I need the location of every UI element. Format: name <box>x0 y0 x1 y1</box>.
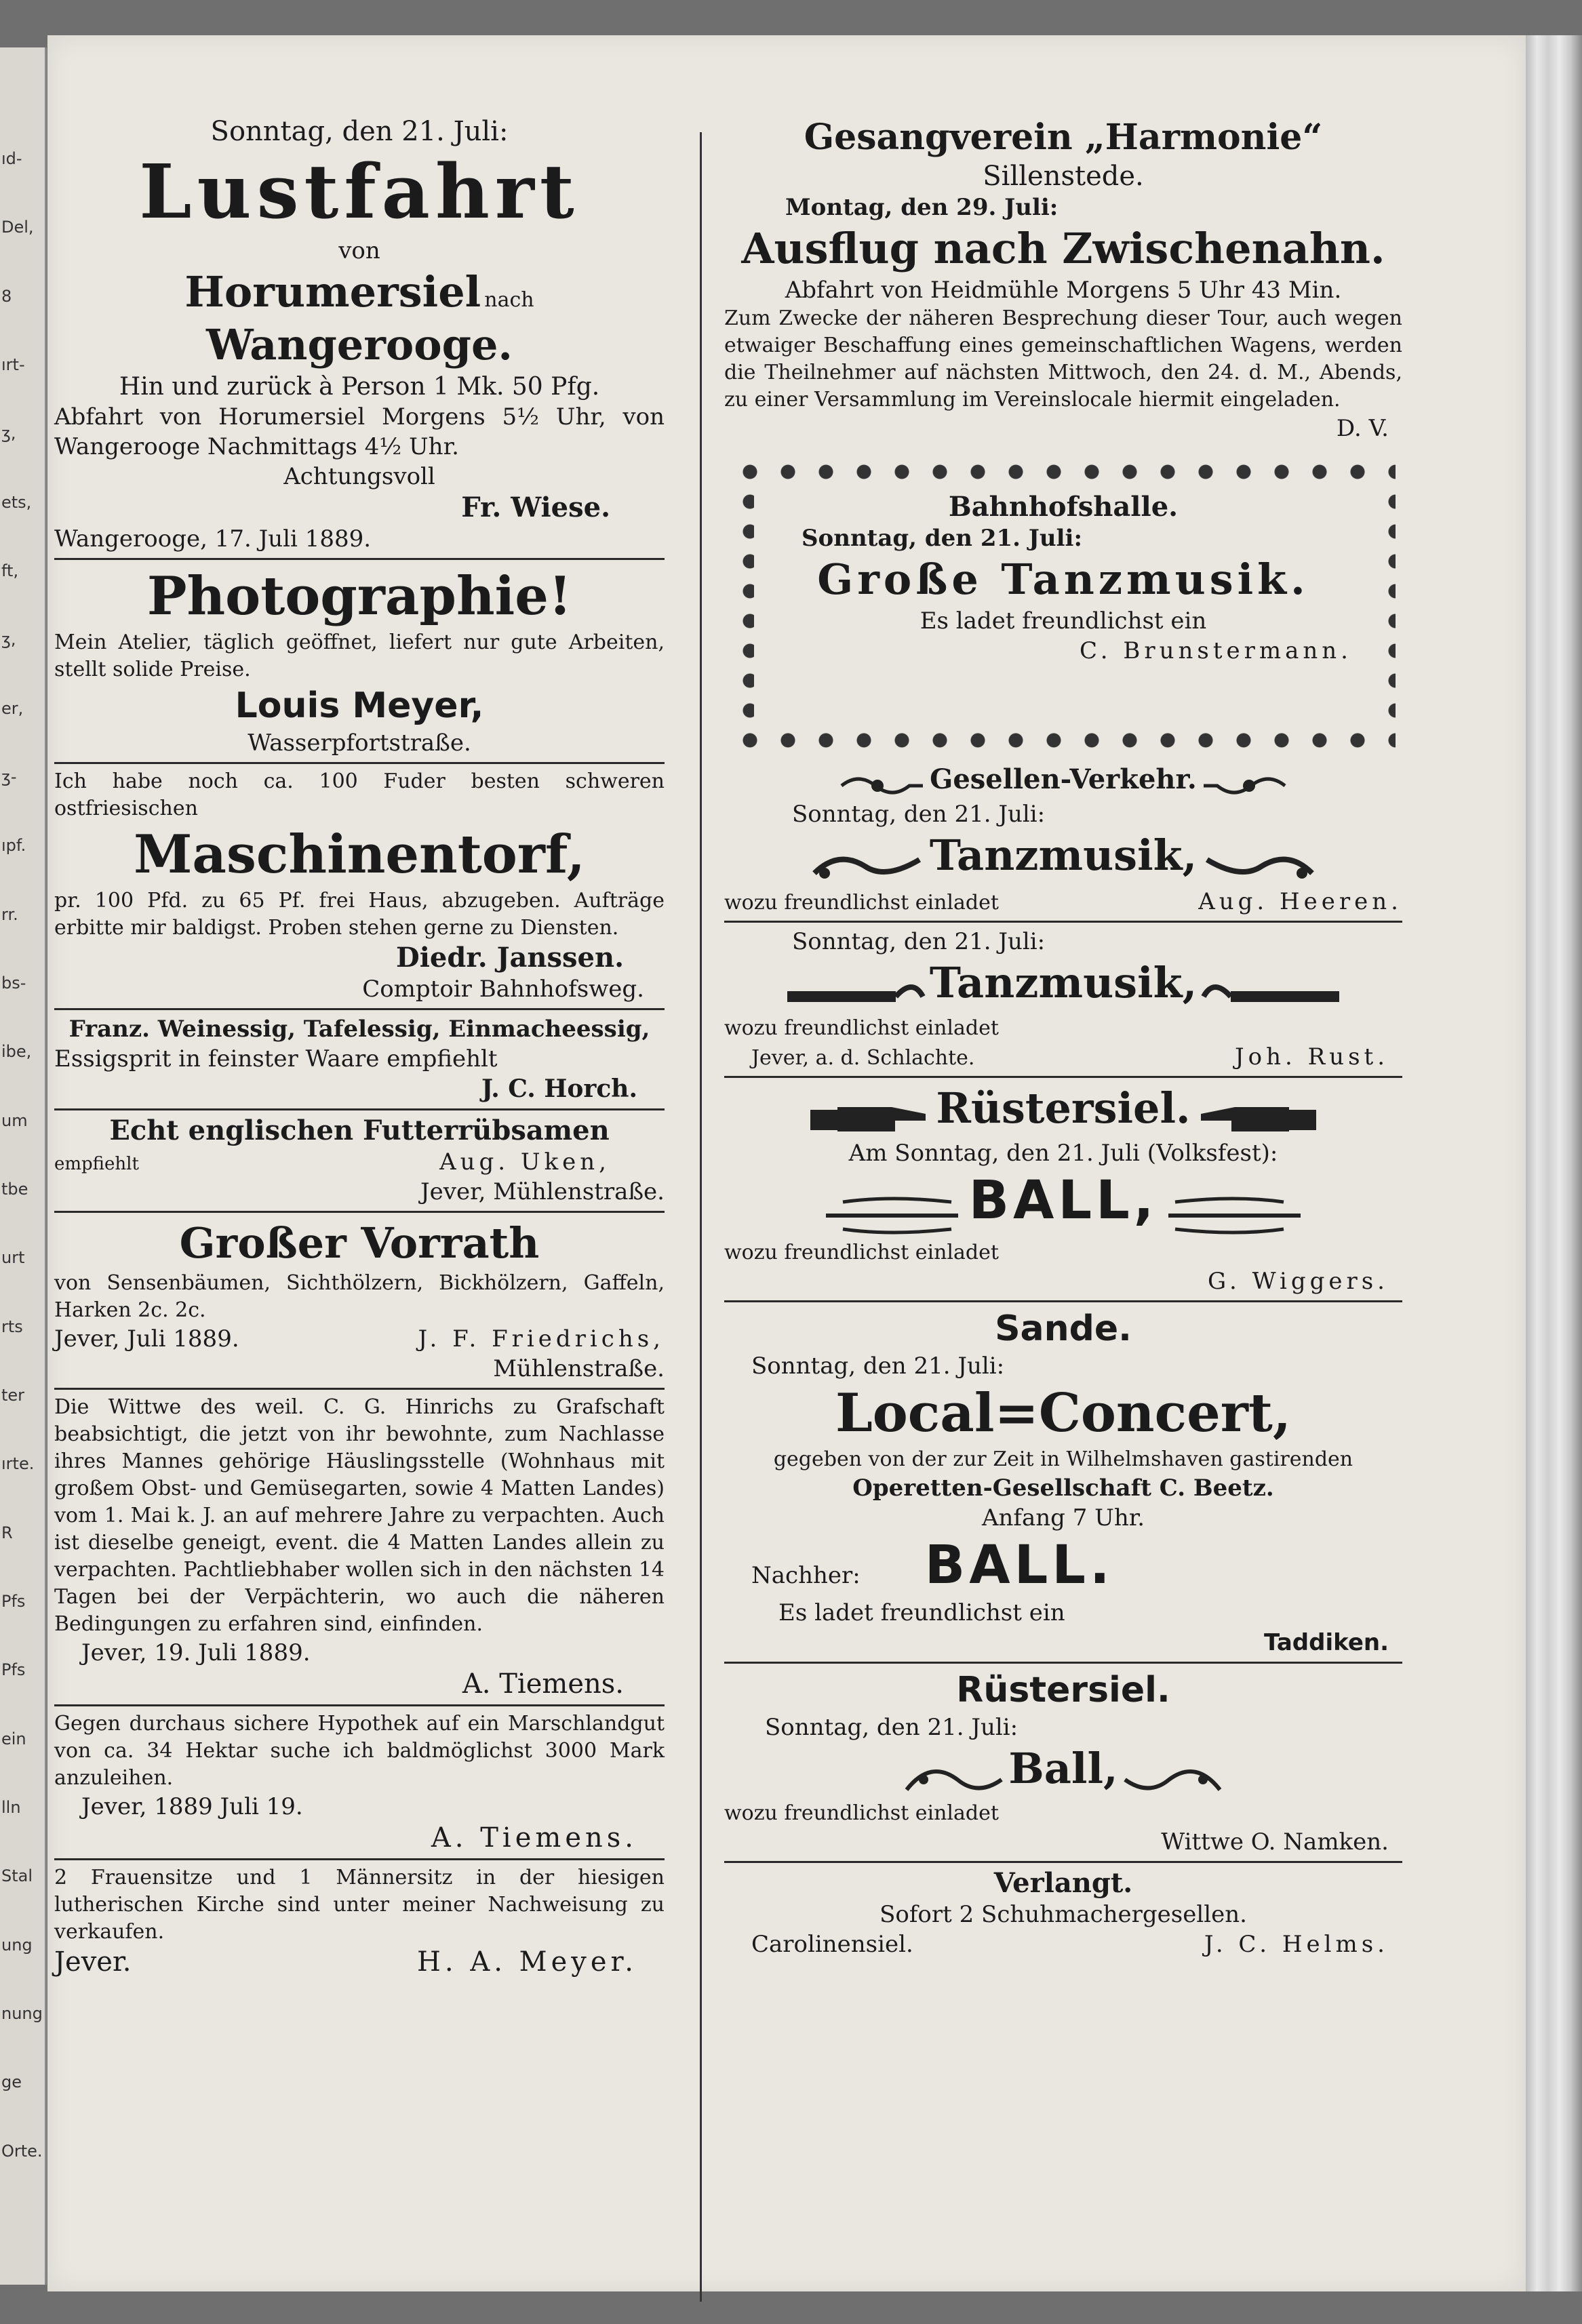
ad-street: Wasserpfortstraße. <box>248 729 471 757</box>
ad-hypothek <box>54 1710 665 1854</box>
margin-fragment: 8 <box>1 287 12 306</box>
ad-text: Zum Zwecke der näheren Besprechung dieser Tour, auch wegen etwaiger Beschaffung eines gemeinschaftlichen Wagens, werden die Theilnehmer auf nächsten Mittwoch, den 24. d. M., Abends, zu einer Versammlung im Vereinslocale hiermit eingeladen. <box>724 306 1402 412</box>
margin-fragment: ung <box>1 1936 33 1955</box>
ad-invite: wozu freundlichst einladet <box>724 1801 999 1825</box>
margin-fragment: Orte. <box>1 2142 43 2161</box>
flourish-left <box>784 974 926 1015</box>
ad-text: Gegen durchaus sichere Hypothek auf ein Marschlandgut von ca. 34 Hektar suche ich baldmöglichst 3000 Mark anzuleihen. <box>54 1712 665 1790</box>
margin-fragment: ter <box>1 1386 25 1405</box>
ad-row <box>54 1946 665 1978</box>
margin-fragment: um <box>1 1111 28 1130</box>
ad-sande-concert <box>724 1306 1402 1658</box>
ad-title: Echt englischen Futterrübsamen <box>109 1115 610 1146</box>
ad-line: Franz. Weinessig, Tafelessig, Einmacheessig, <box>68 1016 650 1043</box>
margin-fragment: rr. <box>1 905 18 924</box>
ad-date: Montag, den 29. Juli: <box>785 194 1059 221</box>
ad-ruestersiel-ball <box>724 1082 1402 1296</box>
margin-fragment: ʒ, <box>1 630 16 649</box>
ad-signer: J. C. Horch. <box>481 1075 637 1103</box>
separator-rule <box>54 1211 665 1213</box>
ad-headline-row <box>724 1742 1402 1801</box>
flourish-left <box>903 1759 1005 1800</box>
ad-headline: Tanzmusik, <box>929 958 1198 1007</box>
ad-name: Diedr. Janssen. <box>396 942 624 974</box>
ad-text: von Sensenbäumen, Sichthölzern, Bickhölzern, Gaffeln, Harken 2c. 2c. <box>54 1271 665 1322</box>
ad-date: Sonntag, den 21. Juli: <box>792 928 1046 955</box>
flourish-right <box>1162 1192 1304 1239</box>
ad-row <box>724 1042 1402 1072</box>
route-to: Wangerooge. <box>205 320 513 369</box>
ad-title: Photographie! <box>146 565 572 627</box>
ad-headline-row <box>724 829 1402 887</box>
margin-fragment: bs- <box>1 974 26 993</box>
left-column <box>54 115 665 1978</box>
ad-invite: Es ladet freundlichst ein <box>778 1599 1065 1626</box>
ad-headline-row <box>724 957 1402 1015</box>
ad-verlangt <box>724 1867 1402 1959</box>
ad-headline: Große Tanzmusik. <box>817 555 1309 604</box>
ad-title-row <box>724 763 1402 799</box>
ad-title: Gesellen-Verkehr. <box>930 763 1197 795</box>
ad-date: Jever, 19. Juli 1889. <box>81 1639 311 1666</box>
margin-fragment: ʒ, <box>1 424 16 443</box>
margin-fragment: Pfs <box>1 1592 26 1611</box>
ad-text: Ich habe noch ca. 100 Fuder besten schweren ostfriesischen <box>54 769 665 820</box>
right-column <box>724 115 1402 1959</box>
separator-rule <box>724 1300 1402 1302</box>
margin-fragment: ibe, <box>1 1042 32 1061</box>
route-nach: nach <box>484 288 534 312</box>
margin-fragment: er, <box>1 699 24 718</box>
margin-fragment: lln <box>1 1798 21 1817</box>
ad-gesellen-verkehr <box>724 763 1402 917</box>
ad-date: Jever, Juli 1889. <box>54 1325 239 1353</box>
ad-price: Hin und zurück à Person 1 Mk. 50 Pfg. <box>119 373 600 401</box>
margin-fragment: ıpf. <box>1 836 26 855</box>
ad-text: pr. 100 Pfd. zu 65 Pf. frei Haus, abzugeben. Aufträge erbitte mir baldigst. Proben stehen gerne zu Diensten. <box>54 889 665 940</box>
separator-rule <box>724 1861 1402 1863</box>
ad-signer: Fr. Wiese. <box>461 492 610 523</box>
ad-place: Sillenstede. <box>983 161 1144 192</box>
ad-route <box>54 266 665 372</box>
ad-signer: A. Tiemens. <box>462 1668 624 1700</box>
flourish-left <box>811 846 926 887</box>
ad-signer: Joh. Rust. <box>1234 1043 1389 1070</box>
flourish-right <box>1122 1759 1223 1800</box>
ad-signer: H. A. Meyer. <box>417 1946 637 1978</box>
margin-fragment: Stal <box>1 1866 33 1885</box>
margin-fragment: ft, <box>1 561 19 580</box>
margin-fragment: ets, <box>1 493 32 512</box>
margin-fragment: ıd- <box>1 149 22 168</box>
ad-title: Bahnhofshalle. <box>948 491 1179 523</box>
ad-text: Mein Atelier, täglich geöffnet, liefert nur gute Arbeiten, stellt solide Preise. <box>54 630 665 681</box>
ad-title-row <box>724 1082 1402 1139</box>
separator-rule <box>54 1388 665 1390</box>
ad-text: Sofort 2 Schuhmachergesellen. <box>879 1901 1247 1928</box>
margin-fragment: Del, <box>1 218 34 237</box>
ad-title: Verlangt. <box>993 1867 1133 1899</box>
ad-text: Die Wittwe des weil. C. G. Hinrichs zu Grafschaft beabsichtigt, die jetzt von ihr bewohnte, zum Nachlasse ihres Mannes gehörige Häuslingsstelle (Wohnhaus mit großem Obst- und Gemüsegarten, sowie 4 Matten Landes) vom 1. Mai k. J. an auf mehrere Jahre zu verpachten. Auch ist dieselbe geneigt, event. die 4 Matten Landes allein zu verpachten. Pachtliebhaber wollen sich in den nächsten 14 Tagen bei der Verpächterin, wo auch die näheren Bedingungen zu erfahren sind, einfinden. <box>54 1395 665 1636</box>
ad-title: Lustfahrt <box>139 148 580 235</box>
ad-empf: empfiehlt <box>54 1154 139 1174</box>
ad-signer: Taddiken. <box>1264 1628 1389 1656</box>
separator-rule <box>54 1704 665 1706</box>
ad-date: Sonntag, den 21. Juli: <box>802 525 1082 552</box>
ad-place: Jever, Mühlenstraße. <box>420 1178 665 1205</box>
ad-invite: wozu freundlichst einladet <box>724 891 999 915</box>
ad-title: Rüstersiel. <box>936 1083 1191 1133</box>
ad-place-date: Wangerooge, 17. Juli 1889. <box>54 525 372 553</box>
ad-after: BALL. <box>924 1534 1114 1596</box>
ad-headline: Local=Concert, <box>835 1382 1292 1444</box>
margin-fragment: tbe <box>1 1180 28 1199</box>
ad-invite: wozu freundlichst einladet <box>724 1016 999 1040</box>
ad-company: Operetten-Gesellschaft C. Beetz. <box>852 1474 1274 1502</box>
ad-signer: J. C. Helms. <box>1204 1931 1389 1958</box>
ad-text: 2 Frauensitze und 1 Männersitz in der hiesigen lutherischen Kirche sind unter meiner Nachweisung zu verkaufen. <box>54 1866 665 1944</box>
ad-tanzmusik-rust <box>724 927 1402 1072</box>
ad-maschinentorf <box>54 768 665 1004</box>
ad-signer: C. Brunstermann. <box>1079 637 1352 664</box>
ad-signer: A. Tiemens. <box>431 1822 637 1854</box>
separator-rule <box>54 1108 665 1110</box>
ornamental-frame <box>731 457 1396 755</box>
ad-start: Anfang 7 Uhr. <box>981 1504 1145 1531</box>
ad-closing: Achtungsvoll <box>283 463 435 490</box>
margin-fragment: ein <box>1 1729 26 1748</box>
flourish-right <box>1200 846 1316 887</box>
margin-fragment: urt <box>1 1248 25 1267</box>
margin-fragment: rts <box>1 1317 23 1336</box>
ad-date: Jever, 1889 Juli 19. <box>81 1793 303 1820</box>
ad-line: Essigsprit in feinster Waare empfiehlt <box>54 1045 498 1073</box>
ad-name: Aug. Uken, <box>439 1148 610 1176</box>
ornament-left <box>838 772 926 799</box>
separator-rule <box>724 921 1402 923</box>
ad-row <box>54 1147 665 1177</box>
ad-after-label: Nachher: <box>751 1561 861 1589</box>
ad-date: Am Sonntag, den 21. Juli (Volksfest): <box>848 1140 1278 1167</box>
ad-after-row <box>724 1533 1402 1598</box>
ad-futterruebsamen <box>54 1115 665 1207</box>
ad-headline: BALL, <box>968 1170 1158 1231</box>
page-edge-stack <box>1526 35 1582 2291</box>
ad-harmonie <box>724 115 1402 443</box>
ad-signer: Wittwe O. Namken. <box>1161 1828 1389 1856</box>
ad-photographie <box>54 564 665 758</box>
bahnhofshalle-ad <box>754 480 1372 732</box>
margin-fragment: ʒ- <box>1 767 17 786</box>
ad-title: Sande. <box>995 1308 1132 1349</box>
ad-headline: Tanzmusik, <box>929 830 1198 880</box>
ad-place: Jever. <box>54 1946 132 1978</box>
separator-rule <box>54 1858 665 1860</box>
ad-place: Carolinensiel. <box>751 1931 913 1958</box>
ad-date: Sonntag, den 21. Juli: <box>792 800 1046 828</box>
ad-date: Sonntag, den 21. Juli: <box>751 1352 1005 1380</box>
margin-fragment: ge <box>1 2072 22 2091</box>
left-margin-strip <box>0 47 47 2285</box>
ornament-right <box>1200 772 1288 799</box>
ad-ruestersiel-ball-2 <box>724 1668 1402 1858</box>
ad-date: Sonntag, den 21. Juli: <box>765 1713 1019 1741</box>
margin-fragment: ırte. <box>1 1454 35 1473</box>
ad-name: Louis Meyer, <box>235 685 484 726</box>
ad-depart: Abfahrt von Horumersiel Morgens 5½ Uhr, von Wangerooge Nachmittags 4½ Uhr. <box>54 403 665 460</box>
ad-title: Maschinentorf, <box>134 824 585 885</box>
ad-invite: Es ladet freundlichst ein <box>919 607 1207 635</box>
separator-rule <box>724 1662 1402 1664</box>
ad-signer: Aug. Heeren. <box>1198 888 1402 915</box>
route-from: Horumersiel <box>184 267 481 317</box>
separator-rule <box>54 1008 665 1010</box>
margin-fragment: nung <box>1 2004 43 2023</box>
ad-title: Rüstersiel. <box>956 1669 1170 1710</box>
ad-headline-row <box>724 1168 1402 1239</box>
ad-essig <box>54 1014 665 1104</box>
ad-title: Gesangverein „Harmonie“ <box>804 117 1323 158</box>
margin-fragment: ırt- <box>1 355 25 374</box>
flourish-right <box>1200 974 1343 1015</box>
margin-fragment: R <box>1 1523 13 1542</box>
ad-office: Comptoir Bahnhofsweg. <box>362 976 644 1003</box>
ad-kirchensitze <box>54 1864 665 1978</box>
pointing-hand-right-icon <box>810 1100 932 1138</box>
ad-wittwe-hinrichs <box>54 1394 665 1700</box>
ad-row <box>54 1324 665 1354</box>
ad-title: Großer Vorrath <box>179 1218 540 1268</box>
ad-row <box>724 887 1402 917</box>
column-divider <box>700 132 702 2302</box>
ad-vorrath <box>54 1217 665 1384</box>
ad-signer: G. Wiggers. <box>1208 1267 1389 1295</box>
separator-rule <box>724 1076 1402 1078</box>
ad-von: von <box>338 237 380 264</box>
separator-rule <box>54 558 665 560</box>
ad-headline: Ball, <box>1008 1743 1118 1793</box>
ad-date: Sonntag, den 21. Juli: <box>210 116 509 147</box>
ad-invite: wozu freundlichst einladet <box>724 1240 999 1264</box>
pointing-hand-left-icon <box>1194 1100 1316 1138</box>
ad-depart: Abfahrt von Heidmühle Morgens 5 Uhr 43 Min. <box>785 277 1342 304</box>
ad-lustfahrt <box>54 115 665 554</box>
margin-fragment: Pfs <box>1 1660 26 1679</box>
ad-signer: D. V. <box>1336 415 1389 442</box>
ad-street: Mühlenstraße. <box>493 1355 665 1382</box>
ad-headline: Ausflug nach Zwischenahn. <box>741 224 1385 273</box>
ad-row <box>724 1929 1402 1959</box>
ad-text: gegeben von der zur Zeit in Wilhelmshaven gastirenden <box>773 1447 1353 1471</box>
ad-name: J. F. Friedrichs, <box>418 1325 665 1353</box>
flourish-left <box>823 1192 965 1239</box>
separator-rule <box>54 762 665 764</box>
ad-place: Jever, a. d. Schlachte. <box>751 1045 975 1070</box>
